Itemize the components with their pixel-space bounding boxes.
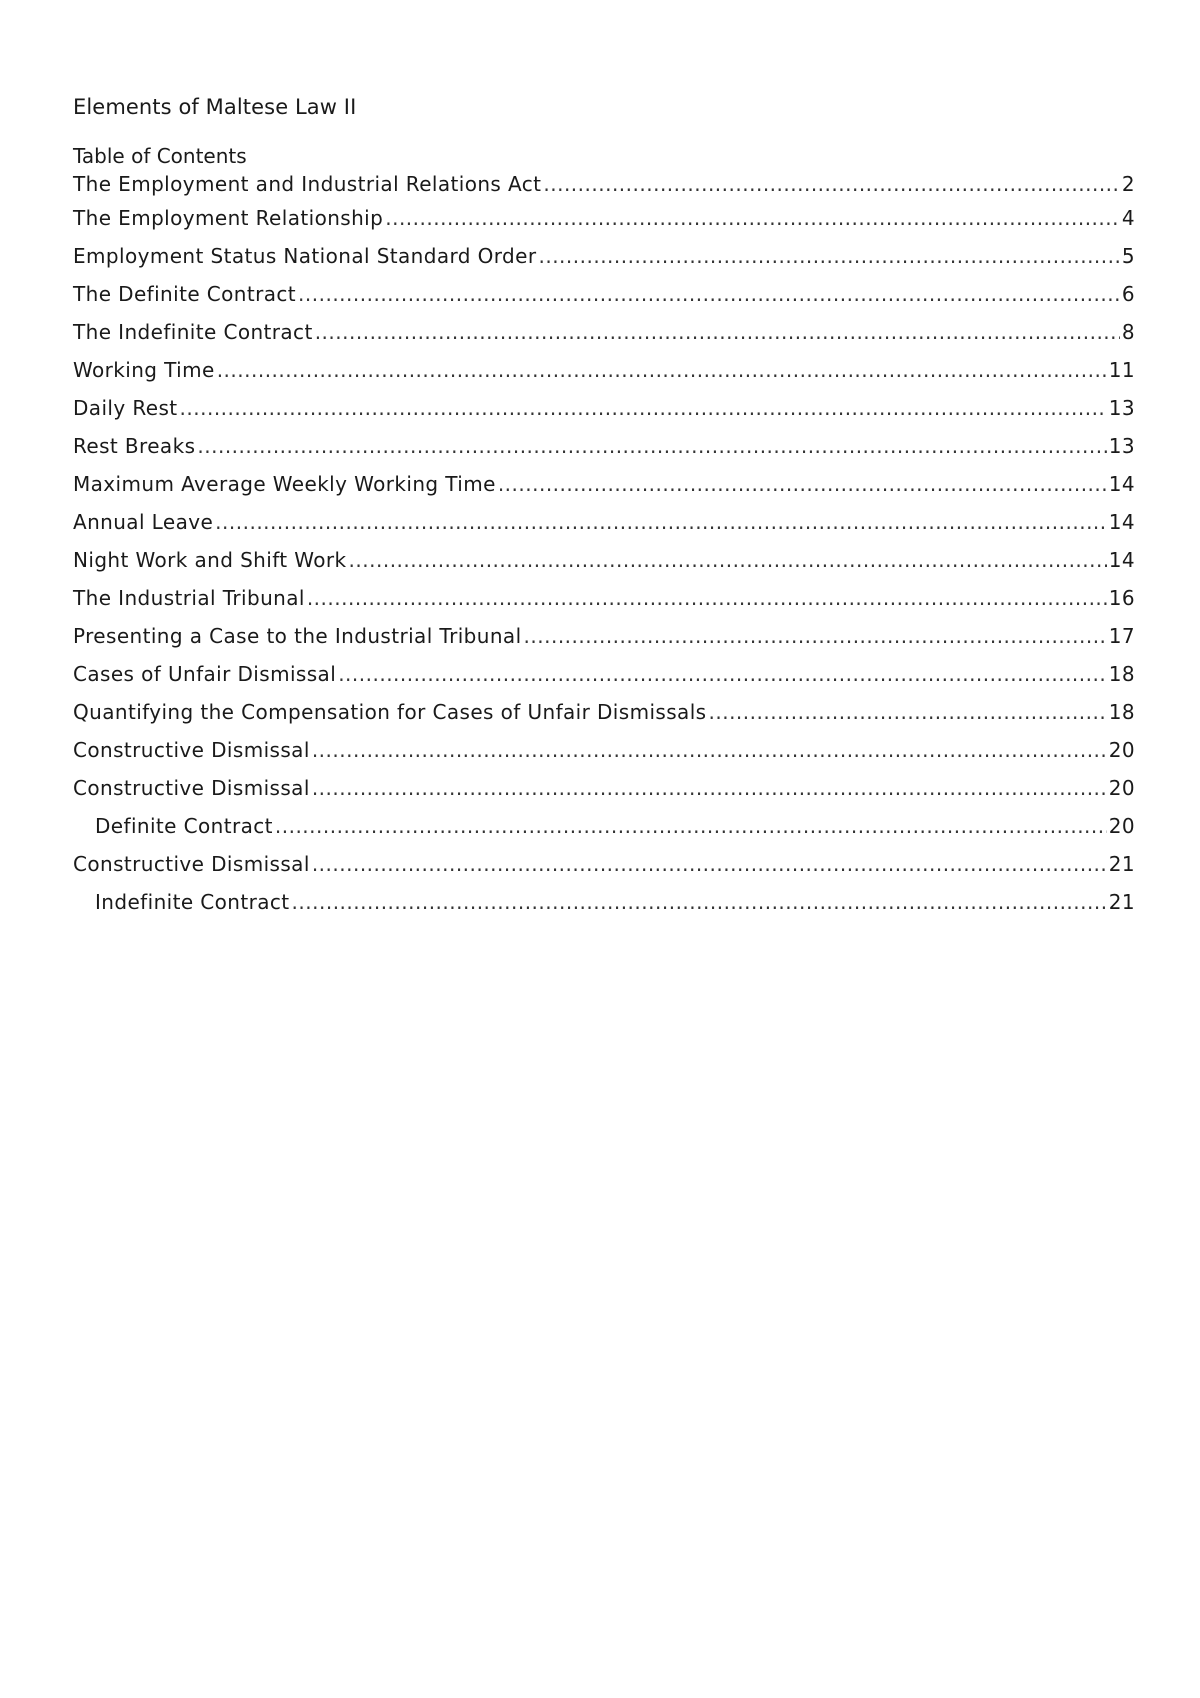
toc-entry[interactable] <box>73 579 1135 617</box>
toc-entry-page-number: 21 <box>1108 852 1135 876</box>
toc-entry-title: The Indefinite Contract <box>73 320 313 344</box>
toc-entry-title: Cases of Unfair Dismissal <box>73 662 337 686</box>
toc-entry-page-number: 6 <box>1121 282 1135 306</box>
document-page <box>73 93 1135 921</box>
toc-dot-leader <box>197 427 1106 465</box>
toc-entry[interactable] <box>73 845 1135 883</box>
toc-entry-title: Indefinite Contract <box>95 890 290 914</box>
toc-entry-page-number: 14 <box>1108 548 1135 572</box>
toc-entry[interactable] <box>73 199 1135 237</box>
toc-entry-page-number: 8 <box>1121 320 1135 344</box>
toc-entry[interactable] <box>73 169 1135 199</box>
toc-dot-leader <box>385 199 1120 237</box>
toc-entry[interactable] <box>73 427 1135 465</box>
toc-dot-leader <box>307 579 1107 617</box>
toc-entry[interactable] <box>73 237 1135 275</box>
toc-entry-title: Employment Status National Standard Order <box>73 244 537 268</box>
toc-entry-title: The Employment Relationship <box>73 206 384 230</box>
toc-entry-page-number: 20 <box>1108 814 1135 838</box>
toc-entry-page-number: 13 <box>1108 396 1135 420</box>
toc-entry-page-number: 18 <box>1108 662 1135 686</box>
toc-dot-leader <box>524 617 1107 655</box>
toc-dot-leader <box>275 807 1107 845</box>
toc-entry-title: Rest Breaks <box>73 434 196 458</box>
toc-entry-title: Constructive Dismissal <box>73 852 310 876</box>
toc-entry-title: Maximum Average Weekly Working Time <box>73 472 496 496</box>
toc-entry-page-number: 21 <box>1108 890 1135 914</box>
toc-entry-page-number: 14 <box>1108 472 1135 496</box>
toc-entry-page-number: 5 <box>1121 244 1135 268</box>
toc-entry-page-number: 2 <box>1121 172 1135 196</box>
toc-dot-leader <box>215 503 1107 541</box>
toc-entry[interactable] <box>73 503 1135 541</box>
document-title: Elements of Maltese Law II <box>73 95 357 119</box>
toc-entry-page-number: 17 <box>1108 624 1135 648</box>
toc-dot-leader <box>315 313 1120 351</box>
toc-dot-leader <box>292 883 1107 921</box>
toc-dot-leader <box>180 389 1107 427</box>
toc-entry-title: Quantifying the Compensation for Cases of Unfair Dismissals <box>73 700 707 724</box>
toc-entry-title: Working Time <box>73 358 215 382</box>
toc-dot-leader <box>338 655 1107 693</box>
toc-entry-page-number: 18 <box>1108 700 1135 724</box>
toc-entry-page-number: 20 <box>1108 776 1135 800</box>
toc-entry[interactable] <box>73 655 1135 693</box>
toc-dot-leader <box>312 845 1107 883</box>
toc-entry-page-number: 20 <box>1108 738 1135 762</box>
toc-dot-leader <box>543 169 1120 199</box>
toc-entry[interactable] <box>73 883 1135 921</box>
toc-entry-title: Daily Rest <box>73 396 178 420</box>
toc-entry[interactable] <box>73 617 1135 655</box>
toc-entry-page-number: 16 <box>1108 586 1135 610</box>
toc-entry-page-number: 11 <box>1108 358 1135 382</box>
toc-entry-title: The Employment and Industrial Relations Act <box>73 172 542 196</box>
toc-dot-leader <box>312 731 1107 769</box>
toc-entry[interactable] <box>73 351 1135 389</box>
toc-entry-page-number: 14 <box>1108 510 1135 534</box>
toc-entry[interactable] <box>73 313 1135 351</box>
toc-entry-title: The Definite Contract <box>73 282 297 306</box>
toc-dot-leader <box>349 541 1107 579</box>
toc-dot-leader <box>298 275 1120 313</box>
toc-dot-leader <box>498 465 1107 503</box>
toc-entry-title: The Industrial Tribunal <box>73 586 305 610</box>
toc-entry-title: Constructive Dismissal <box>73 738 310 762</box>
toc-dot-leader <box>538 237 1119 275</box>
toc-entry-title: Constructive Dismissal <box>73 776 310 800</box>
toc-entry[interactable] <box>73 693 1135 731</box>
toc-entry-title: Presenting a Case to the Industrial Tribunal <box>73 624 522 648</box>
toc-entry-page-number: 13 <box>1108 434 1135 458</box>
toc-entry[interactable] <box>73 807 1135 845</box>
toc-entry-title: Annual Leave <box>73 510 214 534</box>
toc-entry-page-number: 4 <box>1121 206 1135 230</box>
toc-entry-title: Definite Contract <box>95 814 273 838</box>
toc-heading: Table of Contents <box>73 144 247 168</box>
toc-entry[interactable] <box>73 541 1135 579</box>
table-of-contents <box>73 169 1135 921</box>
toc-entry[interactable] <box>73 275 1135 313</box>
toc-entry[interactable] <box>73 731 1135 769</box>
toc-entry[interactable] <box>73 389 1135 427</box>
toc-entry-title: Night Work and Shift Work <box>73 548 347 572</box>
toc-entry[interactable] <box>73 769 1135 807</box>
toc-dot-leader <box>217 351 1107 389</box>
toc-entry[interactable] <box>73 465 1135 503</box>
toc-dot-leader <box>312 769 1107 807</box>
toc-dot-leader <box>709 693 1107 731</box>
